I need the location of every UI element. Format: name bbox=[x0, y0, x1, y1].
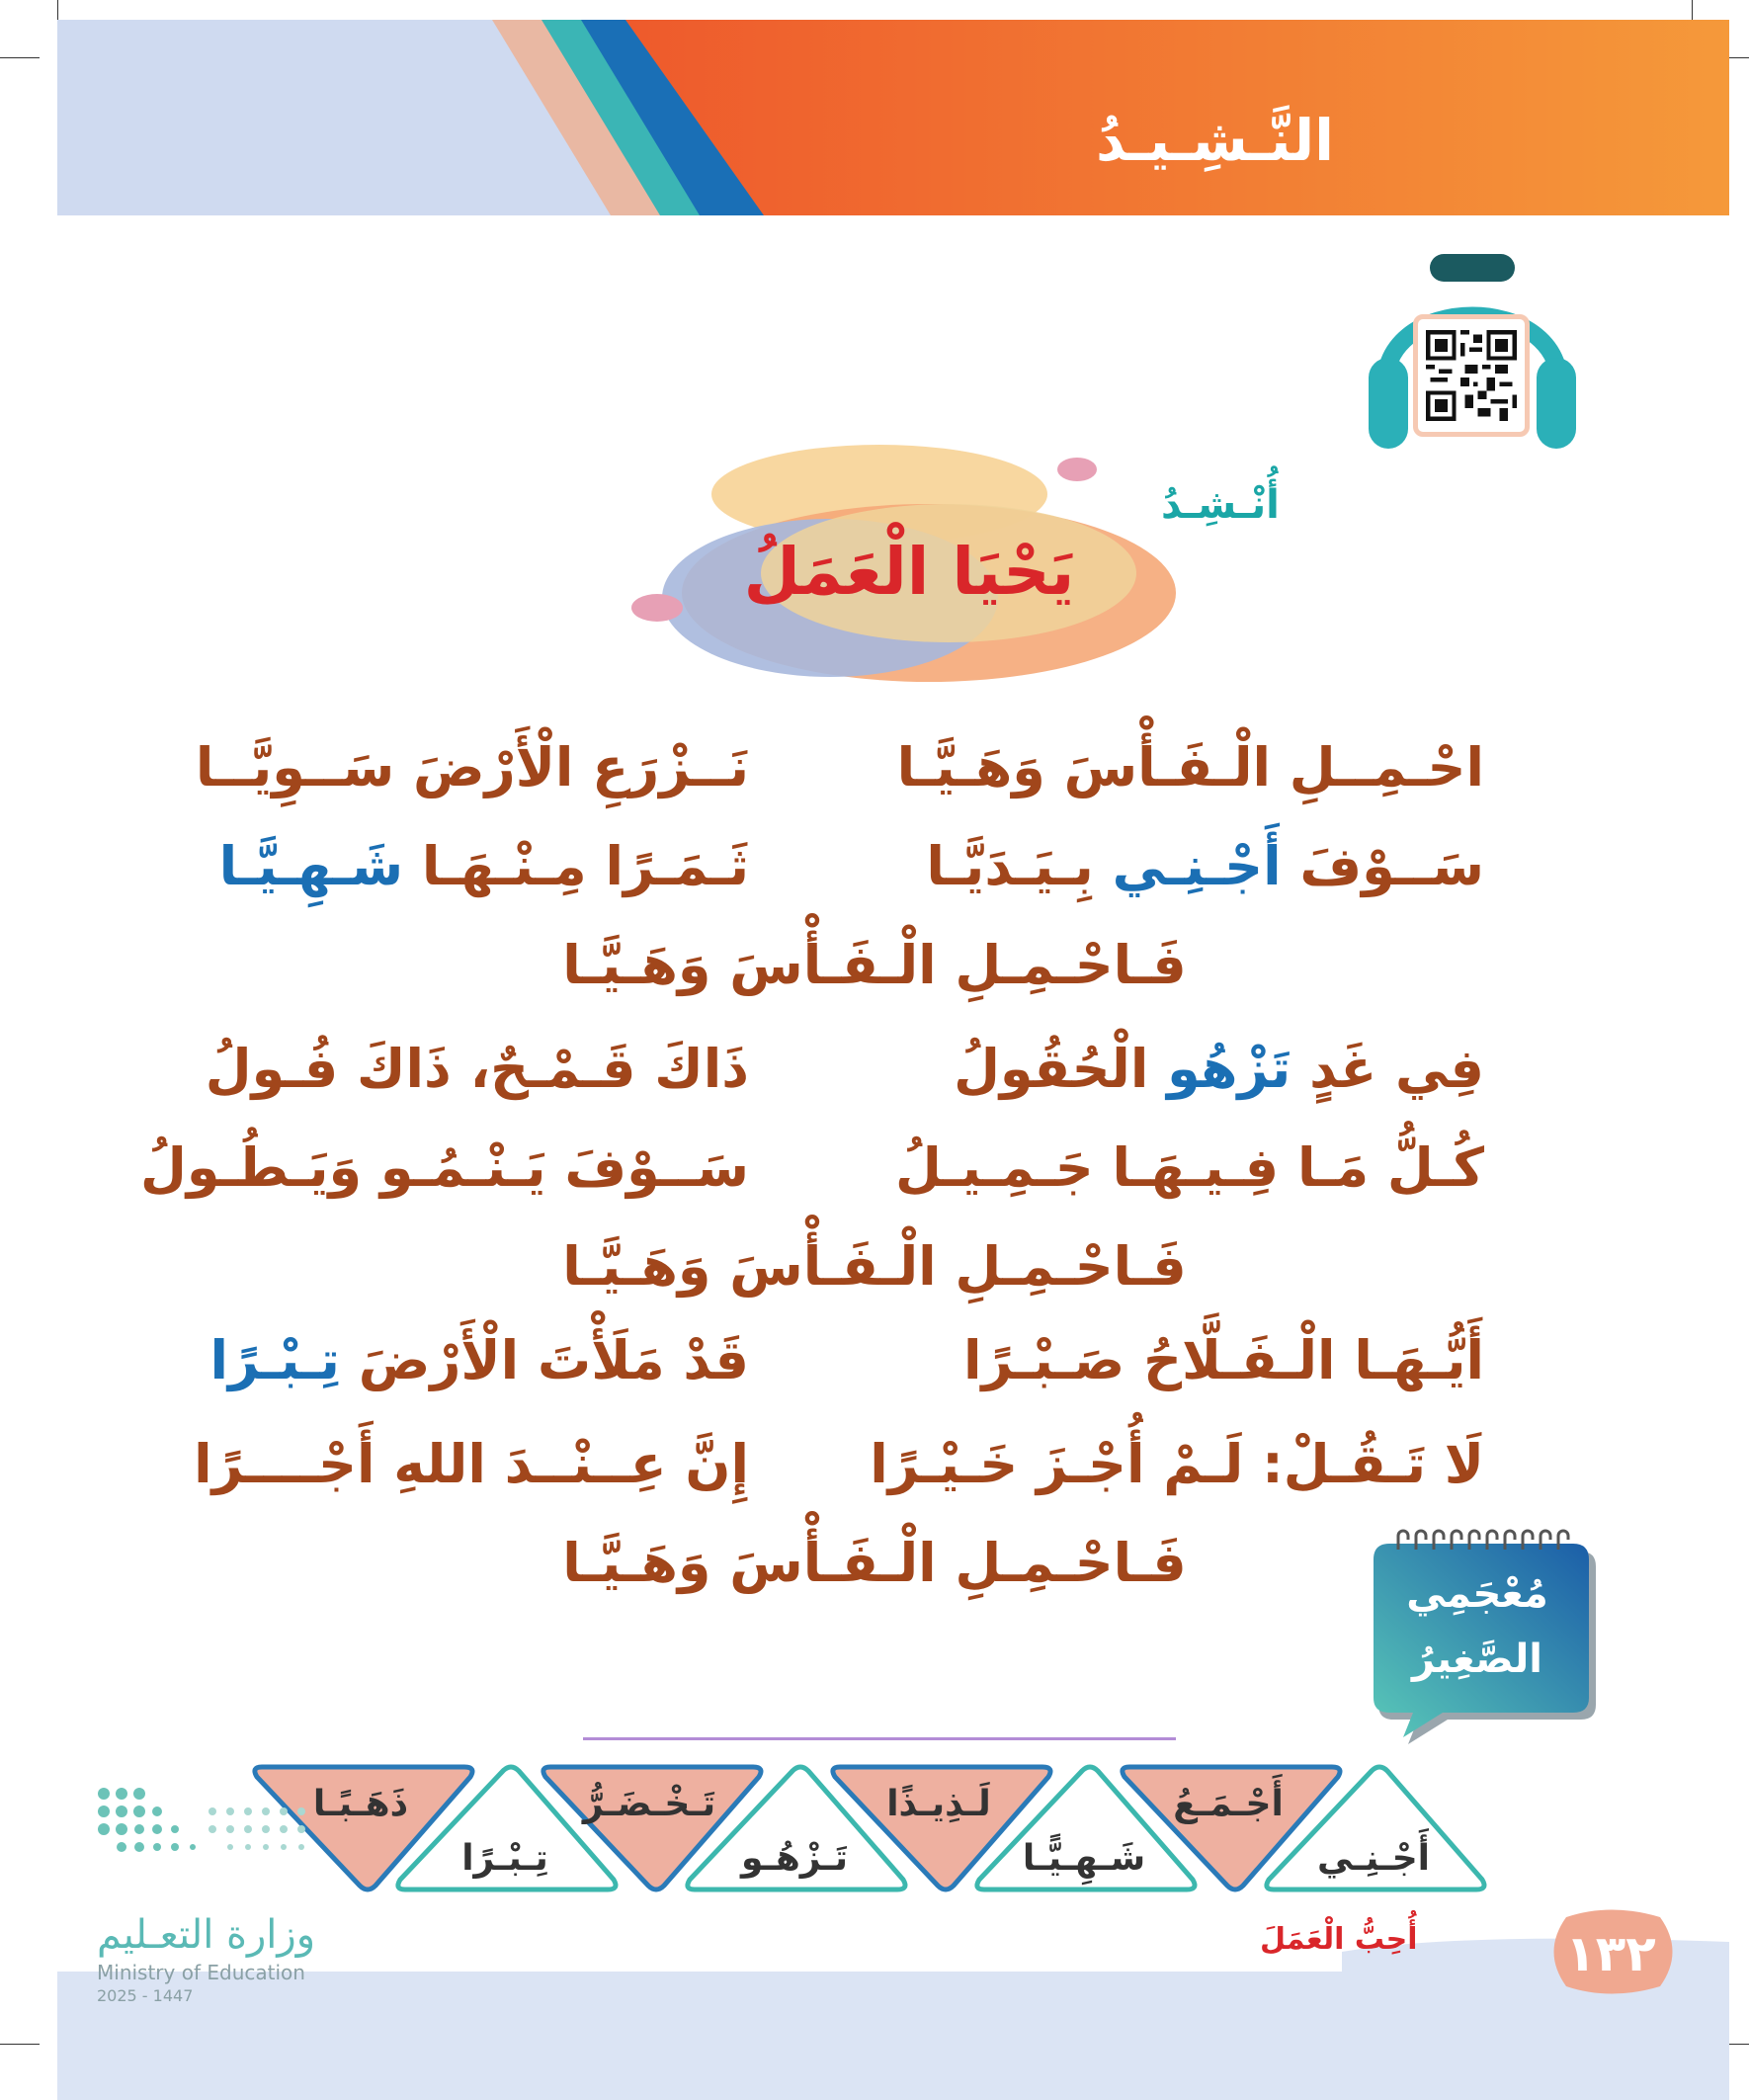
verse-3-left: ذَاكَ قَـمْـحٌ، ذَاكَ فُـولُ bbox=[205, 1038, 749, 1100]
verse-5-left bbox=[210, 1329, 749, 1391]
verse-4-left: سَــوْفَ يَـنْـمُـو وَيَـطُـولُ bbox=[139, 1136, 749, 1199]
verse-text: فِي غَدٍ bbox=[1291, 1038, 1484, 1100]
verse-5-right: أَيُّـهَـا الْـفَـلَّاحُ صَـبْـرًا bbox=[963, 1329, 1484, 1391]
vocab-word: ذَهَـبًـا bbox=[312, 1784, 409, 1824]
verse-text: سَــوْفَ bbox=[1281, 835, 1484, 897]
verse-text: قَدْ مَلَأْتَ الْأَرْضَ bbox=[339, 1329, 749, 1391]
vocab-word: شَـهِـيًّـا bbox=[1022, 1838, 1146, 1879]
verse-text: بِـيَـدَيَّـا bbox=[926, 835, 1113, 897]
vocab-word: تِـبْـرًا bbox=[461, 1838, 548, 1879]
ministry-name-english: Ministry of Education bbox=[97, 1961, 305, 1984]
page-number: ١٣٢ bbox=[1565, 1925, 1656, 1982]
verse-1-left: نَــزْرَعِ الْأَرْضَ سَــوِيَّــا bbox=[195, 736, 749, 798]
verse-6-left: إِنَّ عِــنْــدَ اللهِ أَجْــــرًا bbox=[194, 1433, 749, 1495]
dictionary-title bbox=[1378, 1561, 1576, 1692]
verse-4-right: كُـلُّ مَـا فِـيـهَـا جَـمِـيـلُ bbox=[894, 1136, 1484, 1199]
edition-year: 2025 - 1447 bbox=[97, 1986, 194, 2005]
poem-title: يَحْيَا الْعَمَلُ bbox=[743, 534, 1075, 610]
header-banner bbox=[57, 20, 1729, 215]
verse-6-right: لَا تَـقُـلْ: لَـمْ أُجْـزَ خَـيْـرًا bbox=[870, 1433, 1484, 1495]
ministry-logo bbox=[94, 1784, 321, 1863]
verse-2-left bbox=[219, 835, 749, 897]
vocab-word: أَجْـنِـي bbox=[1316, 1838, 1430, 1879]
highlighted-word: تَزْهُو bbox=[1167, 1038, 1291, 1100]
verse-2-right bbox=[926, 835, 1484, 897]
vocab-word: تَـخْـضَـرُّ bbox=[582, 1784, 716, 1824]
chorus-3: فَـاحْـمِـلِ الْـفَـأْسَ وَهَـيَّـا bbox=[562, 1532, 1187, 1594]
verse-3-right bbox=[954, 1038, 1484, 1100]
highlighted-word: شَـهِـيَّـا bbox=[218, 835, 404, 897]
vocab-word: لَـذِيـذًا bbox=[886, 1784, 991, 1824]
crop-mark bbox=[0, 2044, 40, 2045]
crop-mark bbox=[0, 57, 40, 58]
highlighted-word: تِـبْـرًا bbox=[209, 1329, 340, 1391]
highlighted-word: أَجْـنِـي bbox=[1112, 835, 1282, 897]
divider bbox=[583, 1737, 1176, 1740]
ministry-name-arabic: وزارة التعـليم bbox=[97, 1912, 316, 1958]
dictionary-line-1: مُعْجَمِي bbox=[1406, 1571, 1548, 1617]
dictionary-line-2: الصَّغِيرُ bbox=[1412, 1637, 1542, 1682]
verse-text: الْحُقُولُ bbox=[954, 1038, 1168, 1100]
qr-code[interactable] bbox=[1413, 314, 1530, 437]
verse-1-right: احْـمِــلِ الْـفَـأْسَ وَهَـيَّـا bbox=[896, 736, 1484, 798]
verse-text: ثَـمَـرًا مِـنْـهَـا bbox=[403, 835, 749, 897]
vocab-word: أَجْـمَـعُ bbox=[1173, 1784, 1284, 1824]
vocab-word: تَـزْهُـو bbox=[740, 1838, 849, 1879]
recite-label: أُنْـشِـدُ bbox=[1161, 482, 1280, 528]
chorus-2: فَـاحْـمِـلِ الْـفَـأْسَ وَهَـيَّـا bbox=[562, 1235, 1187, 1298]
section-title: النَّـشِـيـدُ bbox=[1095, 107, 1334, 174]
chorus-1: فَـاحْـمِـلِ الْـفَـأْسَ وَهَـيَّـا bbox=[562, 934, 1187, 996]
chapter-name: أُحِبُّ الْعَمَلَ bbox=[1260, 1922, 1418, 1957]
